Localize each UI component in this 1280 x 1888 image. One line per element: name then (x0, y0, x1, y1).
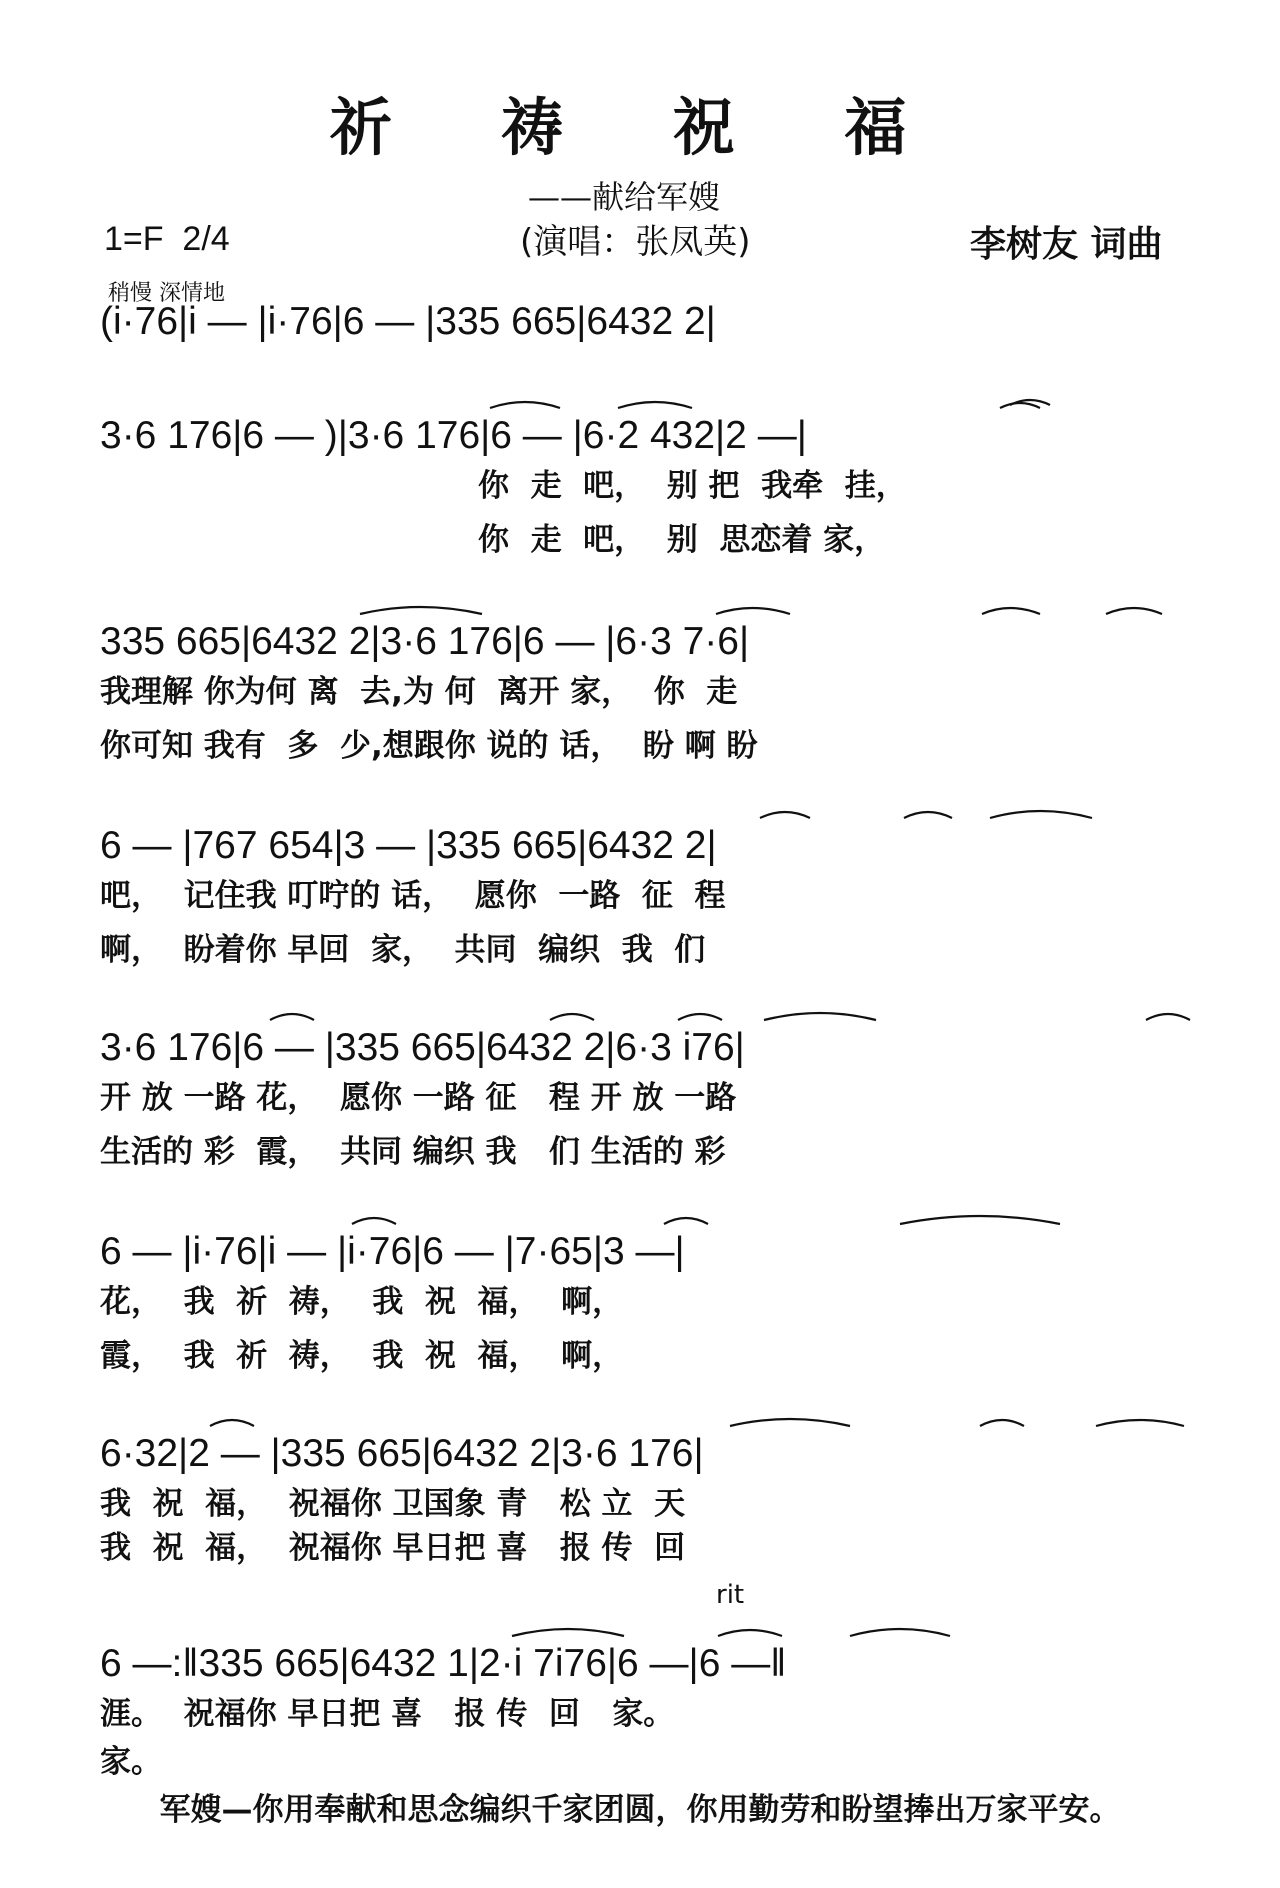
notation-line: 6 —:‖335 665|6432 1|2·i 7i76|6 —|6 —‖ (100, 1642, 787, 1685)
lyric-verse-1: 涯。 祝福你 早日把 喜 报 传 回 家。 (100, 1696, 675, 1732)
ritardando-marking: rit (716, 1580, 745, 1610)
slur (664, 1218, 708, 1224)
slur (550, 1014, 594, 1020)
slur (718, 1630, 782, 1636)
lyric-verse-1: 你 走 吧， 别 把 我牵 挂， (478, 468, 907, 504)
slur (512, 1629, 624, 1636)
key-signature: 1=F 2/4 (104, 220, 230, 258)
composer-credit: 李树友 词曲 (970, 224, 1163, 265)
slur (1146, 1014, 1190, 1020)
slur (1106, 608, 1162, 614)
lyric-verse-1: 我理解 你为何 离 去,为 何 离开 家， 你 走 (100, 674, 738, 710)
lyric-verse-1: 我 祝 福， 祝福你 卫国象 青 松 立 天 (100, 1486, 686, 1522)
slur (490, 402, 560, 408)
slur (210, 1420, 254, 1426)
slur (730, 1419, 850, 1426)
slur (982, 608, 1040, 614)
lyric-verse-2: 生活的 彩 霞， 共同 编织 我 们 生活的 彩 (100, 1134, 726, 1170)
lyric-verse-2: 啊， 盼着你 早回 家， 共同 编织 我 们 (100, 932, 706, 968)
notation-line: (i·76|i — |i·76|6 — |335 665|6432 2| (100, 300, 716, 343)
notation-line: 3·6 176|6 — |335 665|6432 2|6·3 i76| (100, 1026, 745, 1069)
slur (270, 1014, 314, 1020)
lyric-verse-2: 霞， 我 祈 祷， 我 祝 福， 啊， (100, 1338, 624, 1374)
lyric-verse-2: 家。 (100, 1744, 162, 1780)
slur (352, 1218, 396, 1224)
song-title: 祈 祷 祝 福 (329, 91, 951, 164)
tempo-marking: 稍慢 深情地 (108, 281, 225, 306)
slur (850, 1629, 950, 1636)
slur (900, 1216, 1060, 1224)
lyric-verse-1: 花， 我 祈 祷， 我 祝 福， 啊， (100, 1284, 624, 1320)
slur (1000, 403, 1040, 408)
slur (618, 402, 692, 408)
lyric-verse-2: 你 走 吧， 别 思恋着 家， (478, 522, 886, 558)
slur (760, 812, 810, 818)
dedication-subtitle: ——献给军嫂 (528, 178, 721, 216)
slur (990, 811, 1092, 818)
notation-line: 335 665|6432 2|3·6 176|6 — |6·3 7·6| (100, 620, 750, 663)
lyric-verse-2: 我 祝 福， 祝福你 早日把 喜 报 传 回 (100, 1530, 686, 1566)
slur (716, 608, 790, 614)
slur (764, 1013, 876, 1020)
slur (904, 812, 952, 818)
slur (678, 1014, 722, 1020)
lyric-verse-2: 你可知 我有 多 少,想跟你 说的 话， 盼 啊 盼 (100, 728, 758, 764)
slur (360, 607, 482, 614)
footer-dedication: 军嫂—你用奉献和思念编织千家团圆，你用勤劳和盼望捧出万家平安。 (159, 1792, 1121, 1828)
slur (1096, 1420, 1184, 1426)
singer-credit: (演唱：张凤英) (520, 222, 751, 262)
lyric-verse-1: 开 放 一路 花， 愿你 一路 征 程 开 放 一路 (100, 1080, 737, 1116)
slur (980, 1420, 1024, 1426)
notation-line: 6 — |i·76|i — |i·76|6 — |7·65|3 —| (100, 1230, 685, 1273)
notation-line: 6 — |767 654|3 — |335 665|6432 2| (100, 824, 717, 867)
notation-line: 3·6 176|6 — )|3·6 176|6 — |6·2 432|2 —| (100, 414, 807, 457)
notation-line: 6·32|2 — |335 665|6432 2|3·6 176| (100, 1432, 704, 1475)
lyric-verse-1: 吧， 记住我 叮咛的 话， 愿你 一路 征 程 (100, 878, 726, 914)
